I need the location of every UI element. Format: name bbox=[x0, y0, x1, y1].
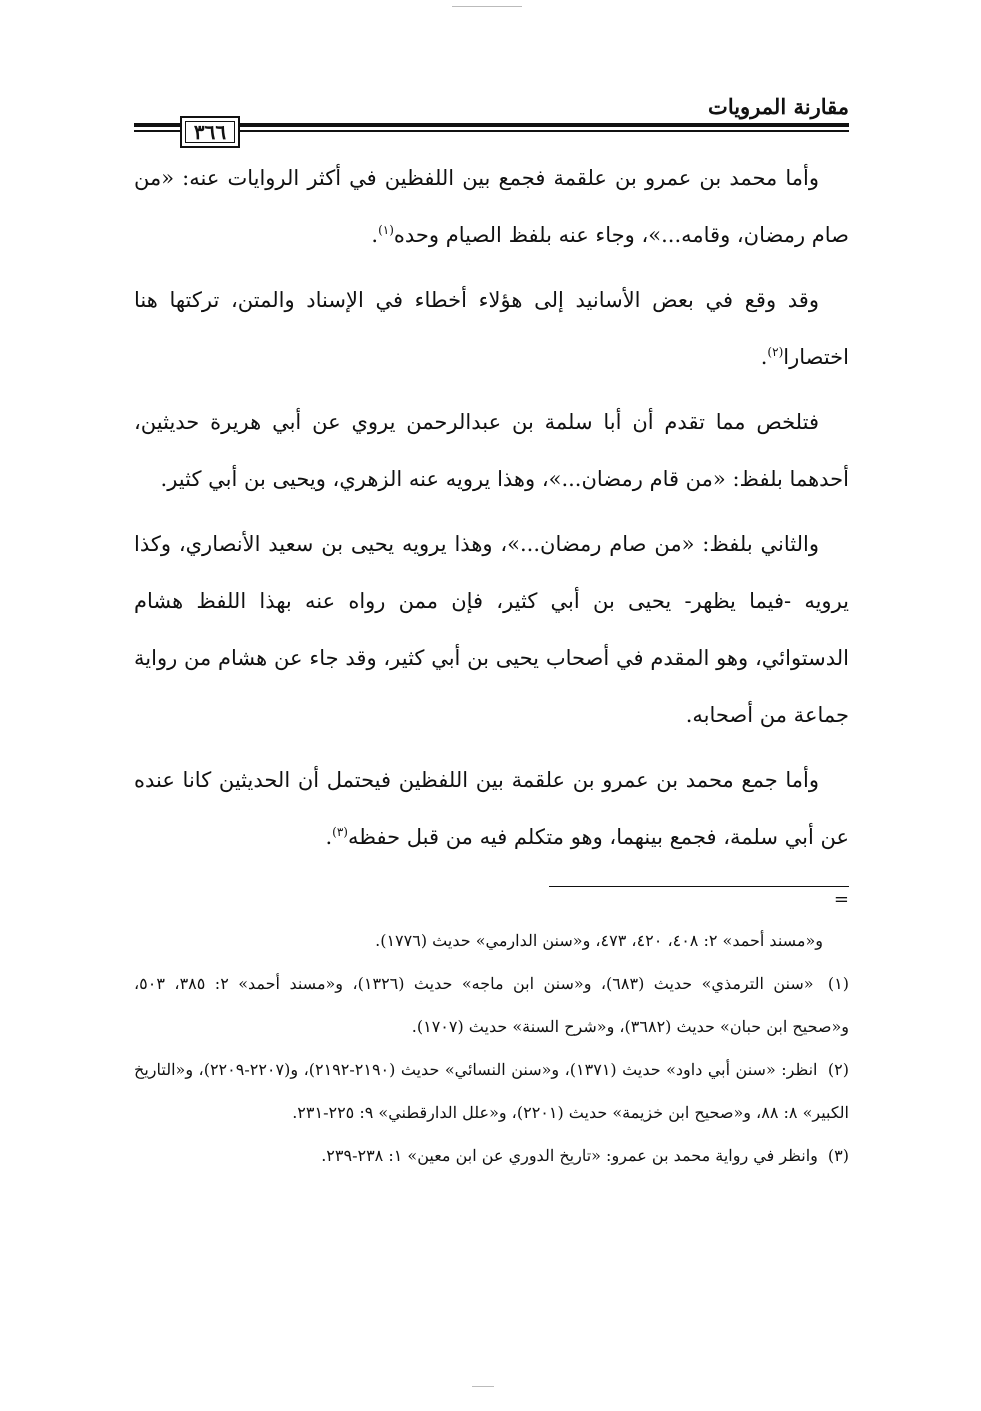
main-text bbox=[134, 150, 849, 866]
footnote-number: (١) bbox=[827, 974, 849, 993]
header-rule bbox=[134, 123, 849, 133]
paragraph: والثاني بلفظ: «من صام رمضان...»، وهذا يرويه يحيى بن سعيد الأنصاري، وكذا يرويه -فيما يظهر- يحيى بن أبي كثير، فإن ممن رواه عنه بهذا اللفظ هشام الدستوائي، وهو المقدم في أصحاب يحيى بن أبي كثير، وقد جاء عن هشام من رواية جماعة من أصحابه. bbox=[134, 532, 849, 727]
footnote-separator bbox=[549, 886, 849, 887]
footnote-2: (٢) انظر: «سنن أبي داود» حديث (١٣٧١)، و«سنن النسائي» حديث (٢١٩٠-٢١٩٢)، و(٢٢٠٧-٢٢٠٩)، و«التاريخ الكبير» ٨: ٨٨، و«صحيح ابن خزيمة» حديث (٢٢٠١)، و«علل الدارقطني» ٩: ٢٢٥-٢٣١. bbox=[134, 1048, 849, 1134]
page-header bbox=[134, 92, 849, 150]
paragraph: وأما جمع محمد بن عمرو بن علقمة بين اللفظين فيحتمل أن الحديثين كانا عنده عن أبي سلمة، فجمع بينهما، وهو متكلم فيه من قبل حفظه$^{(٣)}$. bbox=[134, 768, 849, 849]
footnote-3: (٣) وانظر في رواية محمد بن عمرو: «تاريخ الدوري عن ابن معين» ١: ٢٣٨-٢٣٩. bbox=[134, 1134, 849, 1177]
footnote-number: (٢) bbox=[827, 1060, 849, 1079]
footnote-number: (٣) bbox=[827, 1146, 849, 1165]
footnote-ref: (١) bbox=[378, 223, 394, 237]
top-crop-mark bbox=[452, 6, 522, 7]
page-number bbox=[180, 116, 240, 148]
page-number-text: ٣٦٦ bbox=[193, 120, 227, 144]
footnote-1: (١) «سنن الترمذي» حديث (٦٨٣)، و«سنن ابن ماجه» حديث (١٣٢٦)، و«مسند أحمد» ٢: ٣٨٥، ٥٠٣، و«صحيح ابن حبان» حديث (٣٦٨٢)، و«شرح السنة» حديث (١٧٠٧). bbox=[134, 962, 849, 1048]
paragraph: وأما محمد بن عمرو بن علقمة فجمع بين اللفظين في أكثر الروايات عنه: «من صام رمضان، وقامه...»، وجاء عنه بلفظ الصيام وحده$^{(١)}$. bbox=[134, 166, 849, 247]
page bbox=[134, 92, 849, 1177]
footnote-ref: (٢) bbox=[767, 345, 784, 359]
bottom-crop-mark bbox=[472, 1386, 494, 1387]
book-title: مقارنة المرويات bbox=[708, 94, 849, 119]
footnote-continuation-mark: = bbox=[833, 889, 849, 910]
footnote-carryover: و«مسند أحمد» ٢: ٤٠٨، ٤٢٠، ٤٧٣، و«سنن الدارمي» حديث (١٧٧٦). bbox=[375, 931, 823, 950]
paragraph: فتلخص مما تقدم أن أبا سلمة بن عبدالرحمن يروي عن أبي هريرة حديثين، أحدهما بلفظ: «من قام رمضان...»، وهذا يرويه عنه الزهري، ويحيى بن أبي كثير. bbox=[134, 410, 849, 491]
footnote-ref: (٣) bbox=[332, 825, 348, 839]
footnotes bbox=[134, 919, 849, 1177]
paragraph: وقد وقع في بعض الأسانيد إلى هؤلاء أخطاء في الإسناد والمتن، تركتها هنا اختصارا$^{(٢)}$. bbox=[134, 288, 849, 369]
